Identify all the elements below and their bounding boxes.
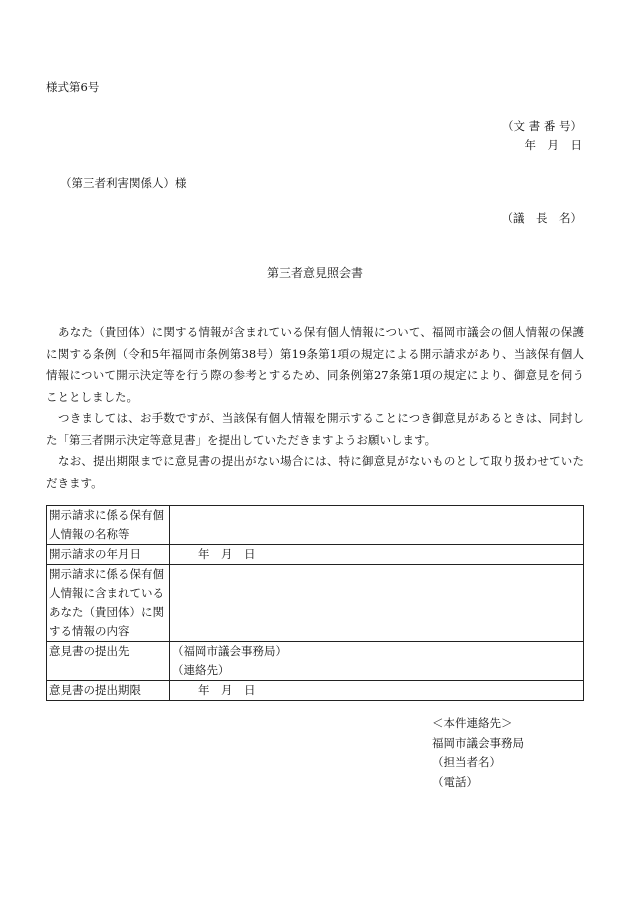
table-value-request-date bbox=[170, 545, 584, 565]
table-label-submit-to: 意見書の提出先 bbox=[47, 642, 170, 681]
document-date: 年 月 日 bbox=[524, 138, 582, 152]
contact-heading: ＜本件連絡先＞ bbox=[432, 716, 513, 730]
table-label-request-date: 開示請求の年月日 bbox=[47, 545, 170, 565]
table-row bbox=[47, 506, 584, 545]
table-row bbox=[47, 565, 584, 642]
deadline-value: 年 月 日 bbox=[198, 683, 256, 697]
table-row bbox=[47, 642, 584, 681]
document-title: 第三者意見照会書 bbox=[266, 266, 363, 280]
contact-phone: （電話） bbox=[432, 774, 478, 789]
body-paragraph-3: なお、提出期限までに意見書の提出がない場合には、特に御意見がないものとして取り扱わせていただきます。 bbox=[46, 454, 584, 490]
form-number: 様式第6号 bbox=[46, 80, 100, 94]
table-value-deadline bbox=[170, 681, 584, 701]
contact-office: 福岡市議会事務局 bbox=[432, 735, 524, 750]
table-label-info-name: 開示請求に係る保有個人情報の名称等 bbox=[47, 506, 170, 545]
table-value-info-content bbox=[170, 565, 584, 642]
submit-office: （福岡市議会事務局） bbox=[172, 644, 287, 658]
body-paragraph-1: あなた（貴団体）に関する情報が含まれている保有個人情報について、福岡市議会の個人情報の保護に関する条例（令和5年福岡市条例第38号）第19条第1項の規定による開示請求があり、当該保有個人情報について開示決定等を行う際の参考とするため、同条例第27条第1項の規定により、御意見を伺うこととしました。 bbox=[46, 325, 584, 404]
info-table bbox=[46, 505, 584, 701]
table-label-deadline: 意見書の提出期限 bbox=[47, 681, 170, 701]
sender-name: （議 長 名） bbox=[501, 211, 582, 225]
table-row bbox=[47, 545, 584, 565]
recipient-name: （第三者利害関係人）様 bbox=[60, 176, 187, 190]
contact-block bbox=[432, 714, 524, 792]
table-label-info-content: 開示請求に係る保有個人情報に含まれているあなた（貴団体）に関する情報の内容 bbox=[47, 565, 170, 642]
table-value-info-name bbox=[170, 506, 584, 545]
document-number: （文 書 番 号） bbox=[502, 119, 582, 133]
body-text bbox=[46, 322, 584, 494]
body-paragraph-2: つきましては、お手数ですが、当該保有個人情報を開示することにつき御意見があるときは、同封した「第三者開示決定等意見書」を提出していただきますようお願いします。 bbox=[46, 411, 584, 447]
request-date-value: 年 月 日 bbox=[198, 547, 256, 561]
table-value-submit-to bbox=[170, 642, 584, 681]
submit-contact: （連絡先） bbox=[172, 663, 230, 677]
contact-person: （担当者名） bbox=[432, 755, 501, 769]
table-row bbox=[47, 681, 584, 701]
